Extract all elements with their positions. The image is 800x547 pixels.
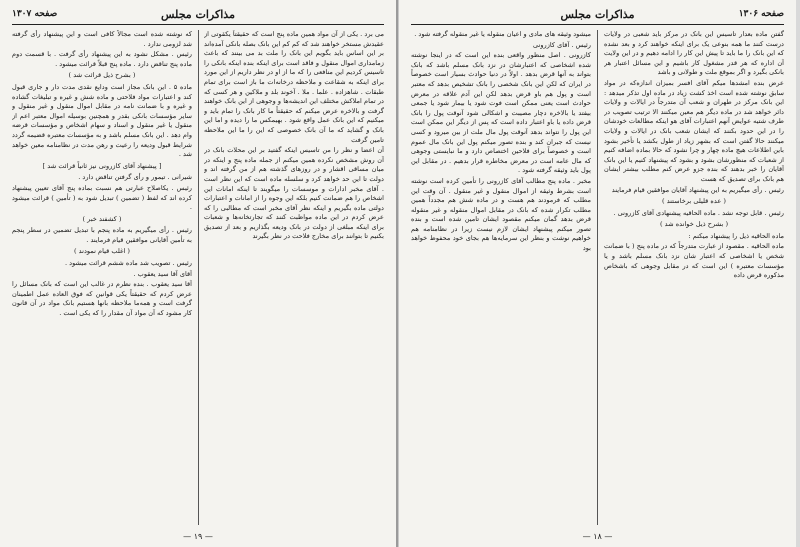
- running-title: مذاکرات مجلس: [161, 8, 235, 21]
- paragraph: آقا سید یعقوب . بنده نظرم در غالب این است که بانک مسائل را عرض کردم که حقیقتاً یکی قوانین که فوق العاده عمل اطمینان گرفت است و همه‌ما ملاحظه بانها هستیم بانک مواد در آن قانون کار مشود که آن مواد آن مقدار را که یکی است .: [12, 280, 192, 318]
- paragraph: رئیس . رأی میگیریم به ماده پنجم با تبدیل تضمین در سطر پنجم به تأمین آقایانی موافقین قیام فرمایند .: [12, 226, 192, 244]
- paragraph: رئیس . قابل توجه نشد . ماده الحاقیه پیشنهادی آقای کازرونی .: [613, 208, 784, 217]
- paragraph: مخبر . ماده پنج مطالب آقای کازرونی را تأمین کرده است نوشته است بشرط وثیقه از اموال منقول و غیر منقول . آن وقت این مطلب که فرمودند هم هست و در ماده شش هم مجدداً همین مطلب تکرار شده که بانک در مقابل اموال منقوله و غیر منقوله قرض بدهد گمان میکنم مقصود ایشان تامین شده است و بنده تصور میکنم پیشنهاد ایشان لازم نیست زیرا در نظامنامه هم خواهیم نوشت و بنظر این سرمایه‌ها هم بجای خود محفوظ خواهد بود: [411, 176, 591, 253]
- paragraph: می برد . یکی از آن مواد همین ماده پنج است که حقیقتاً یکقوتی از عقیدش مستخر خواهند شد که کم کم این بانک بصله بانکی آمده‌اند بر این اساس باید بگویم این بانک را ملت بد می بینند که باعث زمامداری اموال منقول و فاقد است برای اینکه بنده اینکه بانکی را تاسیس کردیم این منافعی را که ما از او در نظر داریم از این مورد برای اینکه به شقاعت و ملاحظه درخانه‌ات ما باز است برای تمام طبقات . شاهزاده . علما . ملا . آخوند بلد و ملاکین و هر کسی که در تمام املاکش مختلف این اندیشه‌ها و وجوهی از این بانک خواهند گرفت و بالاخره عرض میکنم که حقیقتاً ما کار بانک را تمام باید و میکنیم که این بانک عمل واقع شود . بهیمکس ما را دیده و اما این بانک و گشاید که ما آن بانک خصوصی که این را ما این ملاحظه تامین گرفت: [204, 30, 384, 144]
- page-footer-number: — ۱۹ —: [183, 532, 213, 541]
- running-title: مذاکرات مجلس: [560, 8, 635, 21]
- paragraph: رئیس . آقای کازرونی: [533, 40, 591, 49]
- paragraph: ماده الحاقیه ذیل را پیشنهاد میکنم :: [688, 231, 784, 240]
- paragraph: شیرانی . تیمور و رأی گرفتن تناقض دارد .: [78, 173, 192, 182]
- paragraph: کازرونی . اصل منظور واقعی بنده این است که در اینجا نوشته شده اشخاصی که اعتبارشان در نزد بانک مسلم باشد که بانک بتواند به آنها قرض بدهد . اولاً در دنیا حوادث بسیار است خصوصاً در ایران که لکن این بانک شخصی را بانک تشخیص بدهد که معتبر است و پول هم باو قرض بدهد لکن این آدم علاقه در معرض حوادث است یعنی ممکن است فوت شود یا بیمار شود یا جمعی بیفتد یا بالاخره دچار مصیبت و اشکالی شود آنوقت پول را بانک قرض داده یا باو اعتبار داده است که پس از دیگر این ممکن است این پول را نتواند بدهد آنوقت پول مال ملت از بین میرود و کسی نیست که جبران کند و بنده تصور میکنم پول این بانک مال عموم است و خصوصاً برای فلاحین اختصاص دارد و ما نبایستی وجوهی که مال عامه است در معرض مخاطره قرار بدهیم . در مقابل این پول باید وثیقه گرفته شود .: [411, 51, 591, 175]
- right-page-columns: [411, 30, 784, 525]
- page-footer-number: — ۱۸ —: [582, 532, 613, 541]
- right-page: [398, 0, 796, 547]
- left-page-header: [12, 8, 384, 25]
- stage-direction: ( بشرح ذیل خوانده شد ): [659, 220, 729, 229]
- paragraph: ماده ۵ . این بانک مجاز است ودایع نقدی مدت دار و جاری قبول کند و اعتبارات مواد فلاحتی و ماده شش و غیره و تبلیغات گشاده و غیره و با ضمانت نامه در مقابل اموال منقول و غیر منقول و سایر مؤسسات بانکی بقدر و همچنین بوسیله اموال معتبر اعم از منقول یا غیر منقول و اسناد و سهام اشخاص و مؤسسات قرضه وام دهد . این بانک مسلم باشد و به مؤسسات معتبره قضیمه گردد شرایط قبول ودیعه را رعیت و رهن مدت در نظامنامه معین خواهد شد .: [12, 82, 192, 159]
- paragraph: که نوشته شده است مجالاً کافی است و این پیشنهاد رأی گرفته شد لزومی ندارد .: [12, 30, 192, 48]
- right-page-header: [411, 8, 784, 25]
- paragraph: رئیس . یکاصلاح عبارتی هم نسبت بماده پنج آقای تعیین پیشنهاد کرده اند که لفظ ( تضمین ) تبدیل شود به ( تأمین ) قرائت میشود .: [12, 183, 192, 212]
- paragraph: ماده الحاقیه . مقصود از عبارت متدرجاً که در ماده پنج ( با ضمانت شخص یا اشخاصی که اعتبار شان نزد بانک مسلم باشد و یا مؤسسات معتبره ) این است که در مقابل وجوهی که باشخاص مذکوره قرض داده: [604, 242, 784, 280]
- stage-direction: ( عده قلیلی برخاستند ): [662, 197, 726, 206]
- text-column: [204, 30, 384, 525]
- paragraph: آقای آقا سید یعقوب .: [133, 269, 192, 278]
- paragraph: رئیس . تصویب شد ماده ششم قرائت میشود .: [64, 259, 192, 268]
- page-number-label: صفحه ۱۳۰۶: [738, 9, 784, 19]
- page-number-label: صفحه ۱۳۰۷: [12, 9, 58, 19]
- paragraph: آن اعضا و نظر را من تاسیس اینکه گفتید بر این محلات بانک در آن روش مشخص نکرده همین میکنم از جمله ماده پنج و اینکه در میان مساقی اقشار و در روزهای گذشته هم از من گرفته اند و دولت تا این حد خواهد کرد و سلسله ماده است که این نظر است . آقای مخبر ادارات و موسسات را میگویند تا اینکه امانات این اشخاص را هم ضمانت کنیم بلکه این وجوه را از امانات و اعتبارات دولتی ماده بگیریم و اینکه نظر آقای مخبر است که مطالبی را که عرض کردم در این ماده مواظبت کنند که تجارتخانه‌ها و شعبات برای اینکه مبلغی از دولت در بانک ودیعه بگذاریم و بعد از تصدیق بکنیم تا بتوانند برای مخارج فلاحت در نظر بگیرند: [204, 146, 384, 241]
- paragraph: میشود وثیقه های مادی و اعیان منقوله یا غیر منقوله گرفته شود .: [414, 30, 591, 38]
- column-rule: [597, 30, 598, 525]
- paragraph: رئیس . مشکل نشود به این پیشنهاد رأی گرفت . با قسمت دوم ماده پنج تناقض دارد . ماده پنج قبلاً قرائت میشود .: [12, 50, 192, 68]
- left-page-columns: [12, 30, 384, 525]
- text-column: [411, 30, 591, 525]
- left-page: [0, 0, 398, 547]
- stage-direction: ( اغلب قیام نمودند ): [74, 247, 130, 256]
- text-column: [12, 30, 192, 525]
- column-rule: [198, 30, 199, 525]
- paragraph: عرض بنده امشدها میکم آقای افسر بمیزان اندازه‌که در مواد سابق نوشته شده است اخذ کشت زیاد در ماده اول تذکر میدهد : این بانک مرکز در طهران و شعب آن متدرجاً در ایالات و ولایات دائر خواهد شد در ماده دیگر هم معین میکنند الا ترتیب تصویب در طرف شتیه عوایض آنهم اعتبارات آقای هو اینکه مطالعات خودشان را در این حدود بکنند که ایشان شعب بانک در ایالات و ولایات میکنند حالا گفتن است که بشهر زیاد از طول بکشد یا تأخیر بشود باین اطلاعات هیچ ماده چهار و چرا نشود که حالا بماده اضافه کنیم از شعبات که منظورشان بشود و بشود که پیشنهاد کنیم یا این بانک آقایان را خبر بدهند که بنده جزو عرض کنم مطلب بیشتر ایشان هم بانک برای تصدیق که هست: [604, 78, 784, 183]
- stage-direction: ( کشفند خبر ): [82, 214, 122, 223]
- stage-direction: ( بشرح ذیل قرائت شد ): [68, 71, 136, 80]
- paragraph: گفتن ماده بعدار تاسیس این بانک در مرکز باید شعبی در ولایات درست کنند ما همه بنوعی یک برای اینکه خواهند کرد و بعد نشده که این بانک را ما باید تا پیش این کار را ادامه دهیم و در این ولایت آن اداره که هر قدر مشغول کار باشیم و این مسائل اعتبار هر بانکی بگیرد و اگر بموقع ملت و طولانی و باشد: [604, 30, 784, 77]
- paragraph: رئیس . رأی میگیریم به این پیشنهاد آقایان موافقین قیام فرمایند: [611, 185, 784, 194]
- text-column: [604, 30, 784, 525]
- stage-direction: [ پیشنهاد آقای کازرونی نیز ثانیاً قرائت شد ]: [42, 161, 162, 170]
